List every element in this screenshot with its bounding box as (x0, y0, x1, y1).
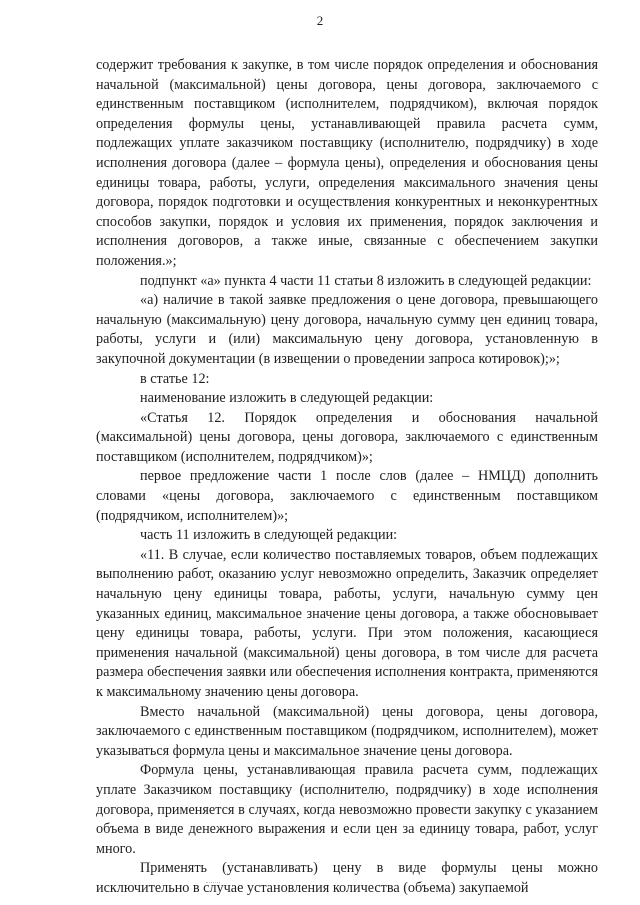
paragraph-2: подпункт «а» пункта 4 части 11 статьи 8 изложить в следующей редакции: (140, 272, 592, 289)
paragraph-5: наименование изложить в следующей редакции: (140, 390, 434, 407)
paragraph-3: «а) наличие в такой заявке предложения о цене договора, превышающего начальную (максимальную) цену договора, начальную сумму цен единиц товара, работы, услуги и (или) максимальную цену договора, установленную в закупочной документации (в извещении о проведении запроса котировок);»; (96, 292, 598, 367)
page-number: 2 (316, 13, 324, 28)
paragraph-10: Вместо начальной (максимальной) цены договора, цены договора, заключаемого с единственным поставщиком (подрядчиком, исполнителем), может указываться формула цены и максимальное значение цены договора. (96, 703, 598, 759)
paragraph-9: «11. В случае, если количество поставляемых товаров, объем подлежащих выполнению работ, оказанию услуг невозможно определить, Заказчик определяет начальную цену единицы товара, работы, услуги, начальную сумму цен указанных единиц, максимальное значение цены договора, а также обосновывает цену единицы товара, работы, услуги. При этом положения, касающиеся применения начальной (максимальной) цены договора, в том числе для расчета размера обеспечения заявки или обеспечения исполнения контракта, применяются к максимальному значению цены договора. (96, 546, 598, 700)
paragraph-12: Применять (устанавливать) цену в виде формулы цены можно исключительно в случае установления количества (объема) закупаемой (96, 860, 598, 896)
scan-artifact (206, 882, 220, 883)
document-body (96, 56, 598, 899)
paragraph-11: Формула цены, устанавливающая правила расчета сумм, подлежащих уплате Заказчиком поставщику (исполнителю, подрядчику) в ходе исполнения договора, применяется в случаях, когда невозможно провести закупку с указанием объема в виде денежного выражения и если цен за единицу товара, работ, услуг много. (96, 762, 598, 857)
paragraph-7: первое предложение части 1 после слов (далее – НМЦД) дополнить словами «цены договора, заключаемого с единственным поставщиком (подрядчиком, исполнителем)»; (96, 468, 598, 524)
paragraph-6: «Статья 12. Порядок определения и обоснования начальной (максимальной) цены договора, цены договора, заключаемого с единственным поставщиком (исполнителем, подрядчиком)»; (96, 409, 598, 465)
paragraph-4: в статье 12: (140, 370, 210, 387)
paragraph-8: часть 11 изложить в следующей редакции: (140, 527, 398, 544)
paragraph-1: содержит требования к закупке, в том числе порядок определения и обоснования начальной (максимальной) цены договора, цены договора, заключаемого с единственным поставщиком (исполнителем, подрядчиком), включая порядок определения формулы цены, устанавливающей правила расчета сумм, подлежащих уплате заказчиком поставщику (исполнителю, подрядчику) в ходе исполнения договора (далее – формула цены), определения и обоснования цены единицы товара, работы, услуги, определения максимального значения цены договора, порядок подготовки и осуществления конкурентных и неконкурентных способов закупки, порядок и условия их применения, порядок заключения и исполнения договоров, а также иные, связанные с обеспечением закупки положения.»; (96, 57, 598, 269)
